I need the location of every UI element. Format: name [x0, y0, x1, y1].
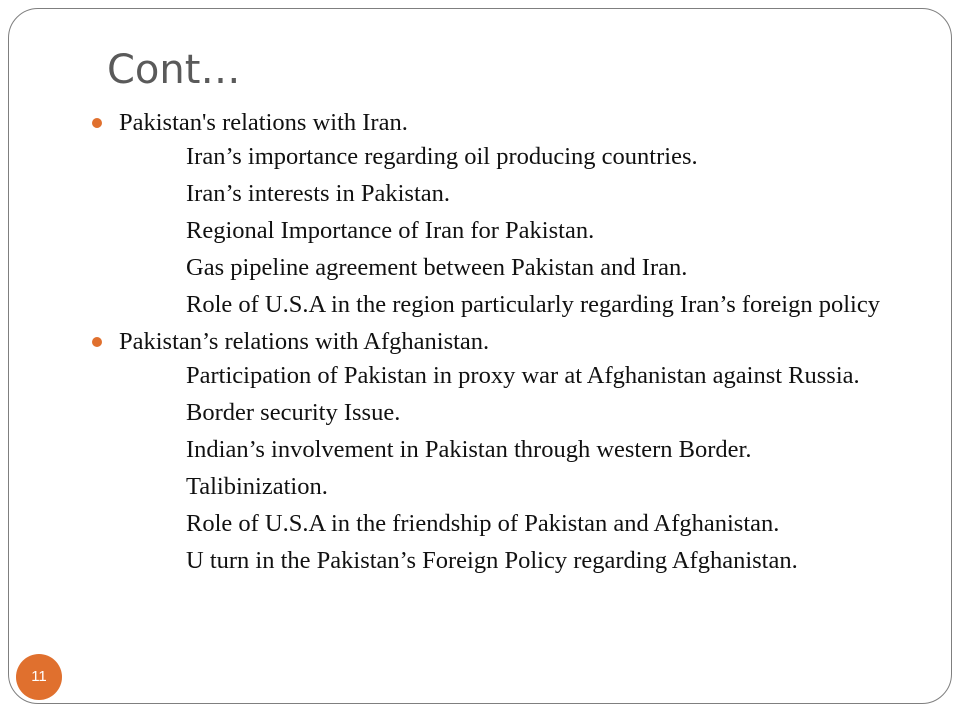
list-item: Border security Issue. — [186, 399, 401, 426]
bullet-dot-icon — [92, 337, 102, 347]
section-heading-iran — [90, 106, 890, 140]
slide-title: Cont… — [107, 47, 241, 93]
sub-list-iran — [90, 140, 890, 325]
list-item: Gas pipeline agreement between Pakistan and Iran. — [186, 254, 688, 281]
list-item: Talibinization. — [186, 473, 328, 500]
page-number-badge: 11 — [16, 654, 62, 700]
list-item: Regional Importance of Iran for Pakistan. — [186, 217, 595, 244]
sub-list-afghanistan — [90, 359, 890, 581]
list-item: Role of U.S.A in the friendship of Pakistan and Afghanistan. — [186, 510, 780, 537]
list-item: Iran’s interests in Pakistan. — [186, 180, 451, 207]
list-item: Role of U.S.A in the region particularly regarding Iran’s foreign policy — [186, 291, 880, 318]
list-item: U turn in the Pakistan’s Foreign Policy regarding Afghanistan. — [186, 547, 798, 574]
section-heading-text: Pakistan's relations with Iran. — [119, 109, 408, 136]
section-heading-text: Pakistan’s relations with Afghanistan. — [119, 328, 490, 355]
slide-content — [90, 106, 890, 581]
list-item: Participation of Pakistan in proxy war at Afghanistan against Russia. — [186, 362, 860, 389]
bullet-dot-icon — [92, 118, 102, 128]
section-heading-afghanistan — [90, 325, 890, 359]
list-item: Iran’s importance regarding oil producing countries. — [186, 143, 698, 170]
list-item: Indian’s involvement in Pakistan through western Border. — [186, 436, 752, 463]
